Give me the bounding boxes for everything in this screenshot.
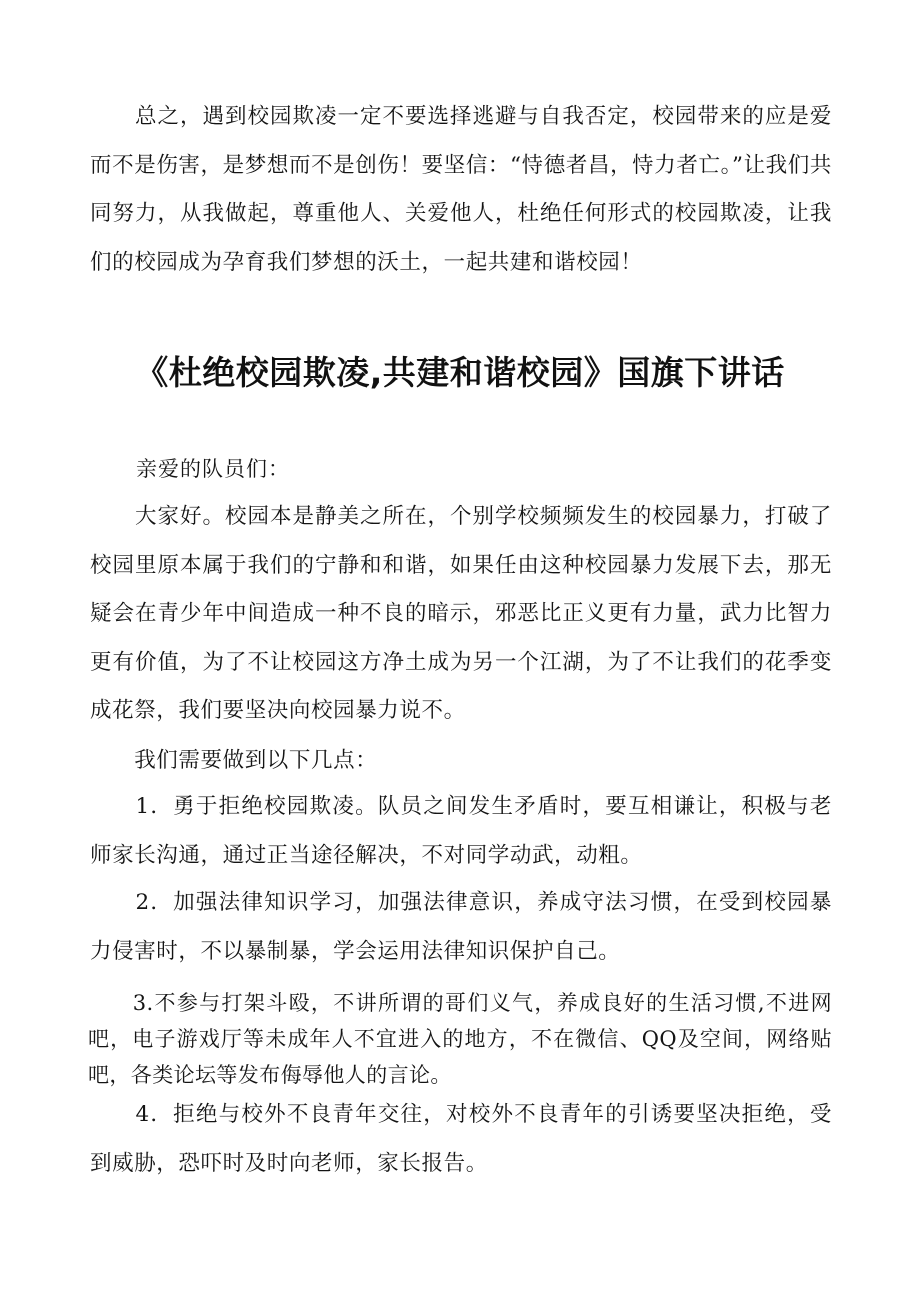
points-intro: 我们需要做到以下几点： bbox=[90, 748, 378, 773]
point-item: 3.不参与打架斗殴，不讲所谓的哥们义气，养成良好的生活习惯,不进网吧，电子游戏厅等未成年人不宜进入的地方，不在微信、QQ及空间，网络贴吧，各类论坛等发布侮辱他人的言论。 bbox=[88, 991, 832, 1087]
point-item: 2．加强法律知识学习，加强法律意识，养成守法习惯，在受到校园暴力侵害时，不以暴制暴，学会运用法律知识保护自己。 bbox=[90, 890, 832, 964]
page-title: 《杜绝校园欺凌,共建和谐校园》国旗下讲话 bbox=[135, 353, 785, 392]
closing-paragraph: 总之，遇到校园欺凌一定不要选择逃避与自我否定，校园带来的应是爱而不是伤害，是梦想而不是创伤！要坚信：“恃德者昌，恃力者亡。”让我们共同努力，从我做起，尊重他人、关爱他人，杜绝任何形式的校园欺凌，让我们的校园成为孕育我们梦想的沃土，一起共建和谐校园！ bbox=[90, 104, 832, 275]
greeting: 亲爱的队员们： bbox=[136, 457, 290, 481]
point-item: 1．勇于拒绝校园欺凌。队员之间发生矛盾时，要互相谦让，积极与老师家长沟通，通过正当途径解决，不对同学动武，动粗。 bbox=[90, 794, 832, 868]
intro-paragraph: 大家好。校园本是静美之所在，个别学校频频发生的校园暴力，打破了校园里原本属于我们的宁静和和谐，如果任由这种校园暴力发展下去，那无疑会在青少年中间造成一种不良的暗示，邪恶比正义更有力量，武力比智力更有价值，为了不让校园这方净土成为另一个江湖，为了不让我们的花季变成花祭，我们要坚决向校园暴力说不。 bbox=[90, 504, 832, 723]
point-item: 4．拒绝与校外不良青年交往，对校外不良青年的引诱要坚决拒绝，受到威胁，恐吓时及时向老师，家长报告。 bbox=[90, 1102, 832, 1176]
